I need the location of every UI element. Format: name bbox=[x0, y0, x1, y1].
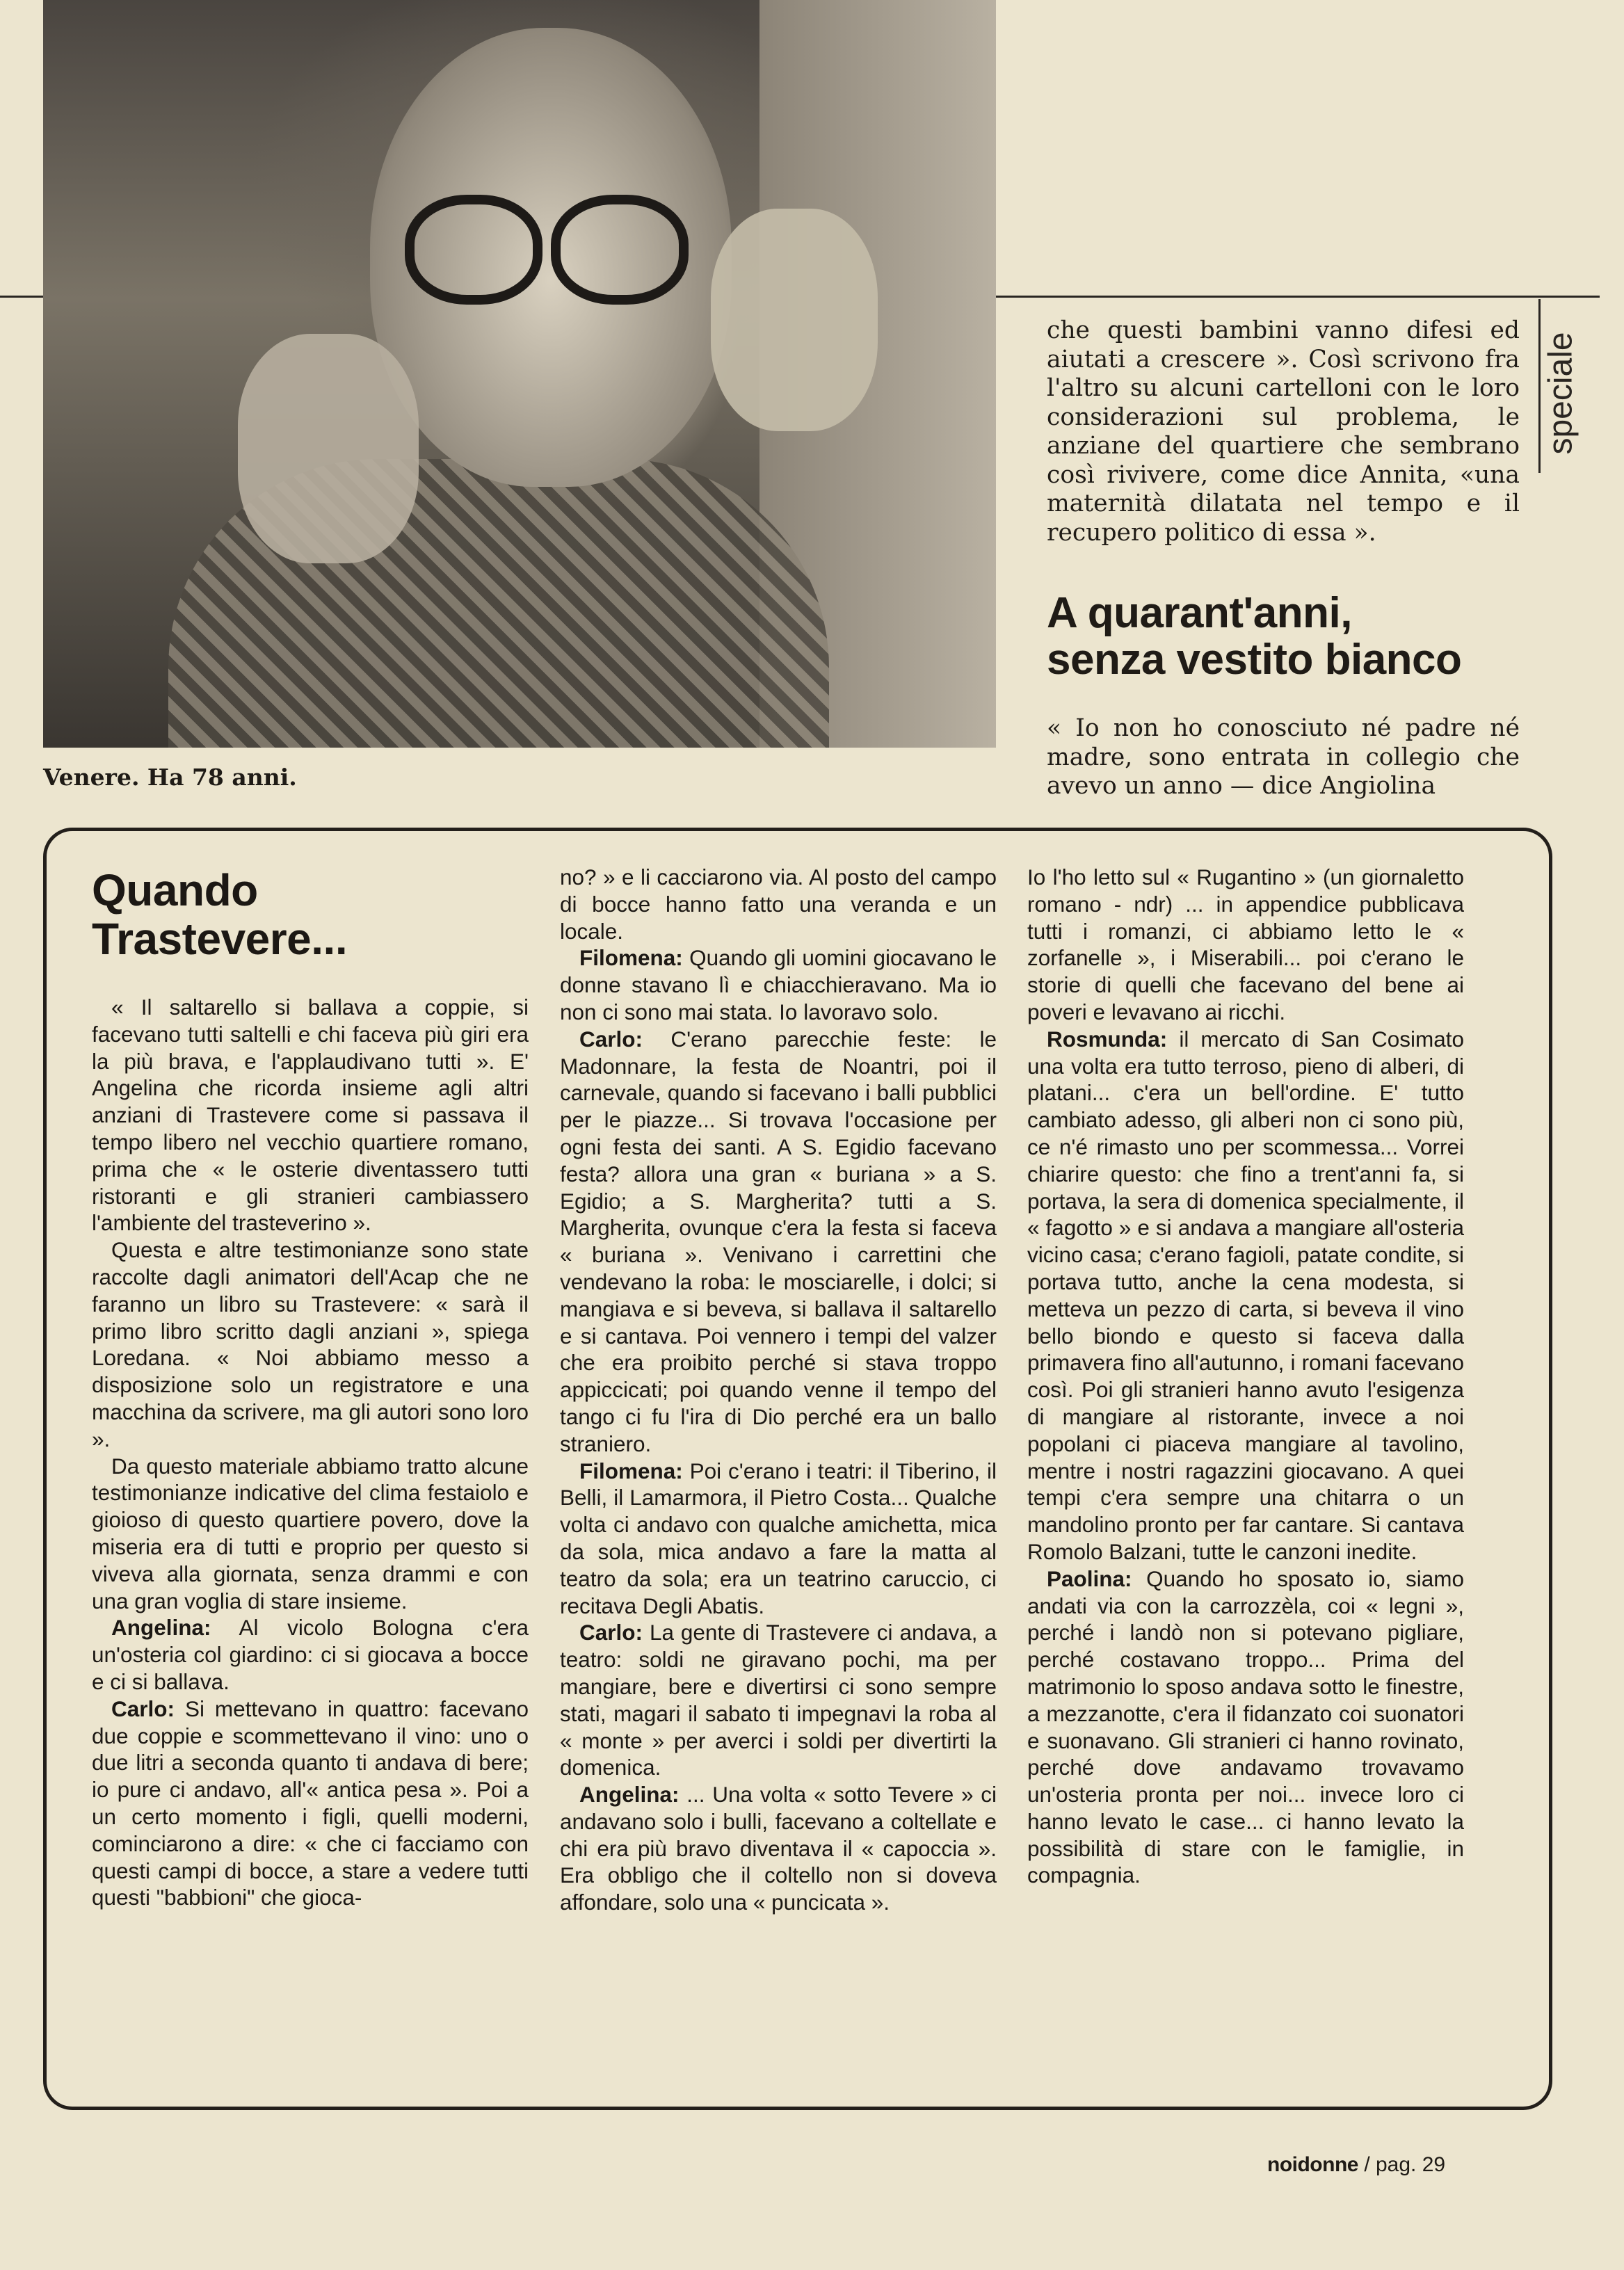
paragraph-text: Poi c'erano i teatri: il Tiberino, il Belli, il Lamarmora, il Pietro Costa... Qualche volta ci andavo con qualche amichetta, mica da sola, mica andavo a fare la matta al teatro da sola; era un teatrino caruccio, ci recitava Degli Abatis. bbox=[560, 1458, 997, 1618]
speaker-name: Angelina: bbox=[111, 1615, 211, 1641]
column-paragraph bbox=[1027, 1565, 1464, 1890]
paragraph-text: Io l'ho letto sul « Rugantino » (un giornaletto romano - ndr) ... in appendice pubblicava tutti i romanzi, ci abbiamo letto le « zorfanelle », i Miserabili... poi c'erano le storie di quelli che facevano del bene ai poveri e levavano ai ricchi. bbox=[1027, 864, 1464, 1024]
column-paragraph bbox=[92, 994, 529, 1237]
paragraph-text: Al vicolo Bologna c'era un'osteria col giardino: ci si giocava a bocce e ci si ballava. bbox=[92, 1615, 529, 1694]
column-paragraph bbox=[92, 1237, 529, 1452]
box-column-3 bbox=[1027, 864, 1464, 1889]
speaker-name: Paolina: bbox=[1047, 1565, 1132, 1591]
speaker-name: Carlo: bbox=[579, 1026, 643, 1052]
speaker-name: Carlo: bbox=[579, 1620, 643, 1645]
paragraph-text: « Il saltarello si ballava a coppie, si facevano tutti saltelli e chi faceva più giri era la più brava, e l'applaudivano tutti ». E' Angelina che ricorda insieme agli altri anziani di Trastevere come si passava il tempo libero nel vecchio quartiere romano, prima che « le osterie diventassero tutti ristoranti e gli stranieri cambiassero l'ambiente del trasteverino ». bbox=[92, 995, 529, 1236]
section-tag: speciale bbox=[1542, 331, 1579, 455]
paragraph-text: C'erano parecchie feste: le Madonnare, la festa de Noantri, poi il carnevale, quando si facevano i balli pubblici per le piazze... Si trovava l'occasione per ogni festa dei santi. A S. Egidio facevano festa? allora una gran « buriana » a S. Egidio; a S. Margherita? tutti a S. Margherita, ovunque c'era la festa si faceva « buriana ». Venivano i carrettini che vendevano la roba: le mosciarelle, i dolci; si mangiava e si beveva, si ballava il saltarello e si cantava. Poi vennero i tempi del valzer che era proibito perché si stava troppo appiccicati; poi quando venne il tempo del tango ci fu l'ira di Dio perché era un ballo straniero. bbox=[560, 1026, 997, 1456]
column-1-body bbox=[92, 994, 529, 1911]
column-paragraph bbox=[92, 1614, 529, 1695]
column-paragraph bbox=[1027, 1026, 1464, 1565]
paragraph-text: Si mettevano in quattro: facevano due coppie e scommettevano il vino: uno o due litri a seconda quanto ti andava di bere; io pure ci andavo, all'« antica pesa ». Poi a un certo momento i figli, quelli moderni, cominciarono a dire: « che ci facciamo con questi campi di bocce, a stare a vedere tutti questi "babbioni" che gioca- bbox=[92, 1696, 529, 1910]
column-paragraph bbox=[560, 944, 997, 1025]
column-paragraph bbox=[560, 1619, 997, 1781]
column-paragraph bbox=[560, 864, 997, 944]
page-footer bbox=[1267, 2153, 1445, 2177]
magazine-brand: noidonne bbox=[1267, 2153, 1358, 2176]
box-column-2 bbox=[560, 864, 997, 1916]
column-2-body bbox=[560, 864, 997, 1916]
speaker-name: Filomena: bbox=[579, 945, 683, 971]
side-rule bbox=[1538, 299, 1541, 473]
paragraph-text: La gente di Trastevere ci andava, a teatro: soldi ne giravano pochi, ma per mangiare, bere e divertirsi ci sono sempre stati, magari il sabato ti impegnavi la roba al « monte » per averci i soldi per divertirti la domenica. bbox=[560, 1620, 997, 1780]
paragraph-text: Quando gli uomini giocavano le donne stavano lì e chiacchieravano. Ma io non ci sono mai stata. Io lavoravo solo. bbox=[560, 945, 997, 1024]
paragraph-text: Quando ho sposato io, siamo andati via con la carrozzèla, coi « legni », perché i landò non si potevano pigliare, perché costavano troppo... Prima del matrimonio lo sposo andava sotto le finestre, a mezzanotte, c'era il fidanzato coi suonatori e suonavano. Gli stranieri ci hanno rovinato, perché dove andavamo trovavamo un'osteria pronta per noi... invece loro ci hanno levato le case... ci hanno levato la possibilità di stare con le famiglie, in compagnia. bbox=[1027, 1565, 1464, 1888]
intro-paragraph: che questi bambini vanno difesi ed aiutati a crescere ». Così scrivono fra l'altro su alcuni cartelloni con le loro considerazioni sul problema, le anziane del quartiere che sembrano così rivivere, come dice Annita, «una maternità dilatata nel tempo e il recupero politico di essa ». bbox=[1047, 316, 1520, 547]
paragraph-text: ... Una volta « sotto Tevere » ci andavano solo i bulli, facevano a coltellate e chi era più bravo diventava il « capoccia ». Era obbligo che il coltello non si doveva affondare, solo una « puncicata ». bbox=[560, 1782, 997, 1915]
article-lead: « Io non ho conosciuto né padre né madre, sono entrata in collegio che avevo un anno — dice Angiolina bbox=[1047, 714, 1520, 800]
column-paragraph bbox=[560, 1458, 997, 1620]
column-3-body bbox=[1027, 864, 1464, 1889]
column-paragraph bbox=[92, 1696, 529, 1911]
paragraph-text: Da questo materiale abbiamo tratto alcune testimonianze indicative del clima festaiolo e gioioso di questo quartiere povero, dove la miseria era di tutti e proprio per questo si viveva alla giornata, senza drammi e con una gran voglia di stare insieme. bbox=[92, 1453, 529, 1613]
headline-line-1: A quarant'anni, bbox=[1047, 589, 1352, 637]
speaker-name: Filomena: bbox=[579, 1458, 683, 1483]
column-paragraph bbox=[1027, 864, 1464, 1026]
portrait-photo bbox=[43, 0, 996, 748]
paragraph-text: no? » e li cacciarono via. Al posto del campo di bocce hanno fatto una veranda e un locale. bbox=[560, 864, 997, 944]
box-title: Quando Trastevere... bbox=[92, 865, 348, 964]
speaker-name: Angelina: bbox=[579, 1782, 680, 1808]
page-number: / pag. 29 bbox=[1364, 2153, 1446, 2176]
box-column-1 bbox=[92, 866, 529, 1911]
column-paragraph bbox=[560, 1026, 997, 1458]
column-paragraph bbox=[92, 1453, 529, 1615]
article-headline bbox=[1047, 590, 1547, 683]
photo-caption: Venere. Ha 78 anni. bbox=[43, 764, 297, 791]
column-paragraph bbox=[560, 1781, 997, 1916]
paragraph-text: Questa e altre testimonianze sono state raccolte dagli animatori dell'Acap che ne faranno un libro su Trastevere: « sarà il primo libro scritto dagli anziani », spiega Loredana. « Noi abbiamo messo a disposizione solo un registratore e una macchina da scrivere, ma gli autori sono loro ». bbox=[92, 1237, 529, 1451]
speaker-name: Carlo: bbox=[111, 1696, 175, 1721]
paragraph-text: il mercato di San Cosimato una volta era tutto terroso, pieno di alberi, di platani... c'era un bell'ordine. E' tutto cambiato adesso, gli alberi non ci sono più, ce n'é rimasto uno per scommessa... Vorrei chiarire questo: che fino a trent'anni fa, si portava, la sera di domenica specialmente, il « fagotto » e si andava a mangiare all'osteria vicino casa; c'erano fagioli, patate condite, si portava tutto, anche la cena modesta, si metteva un pezzo di carta, si beveva il vino bello biondo e questo si faceva dalla primavera fino all'autunno, i romani facevano così. Poi gli stranieri hanno avuto l'esigenza di mangiare al ristorante, invece a noi popolani ci piaceva mangiare al tavolino, mentre i nostri ragazzini giocavano. A quei tempi c'era sempre una chitarra o un mandolino pronto per far cantare. Si cantava Romolo Balzani, tutte le canzoni inedite. bbox=[1027, 1026, 1464, 1564]
headline-line-2: senza vestito bianco bbox=[1047, 636, 1462, 684]
speaker-name: Rosmunda: bbox=[1047, 1026, 1168, 1052]
